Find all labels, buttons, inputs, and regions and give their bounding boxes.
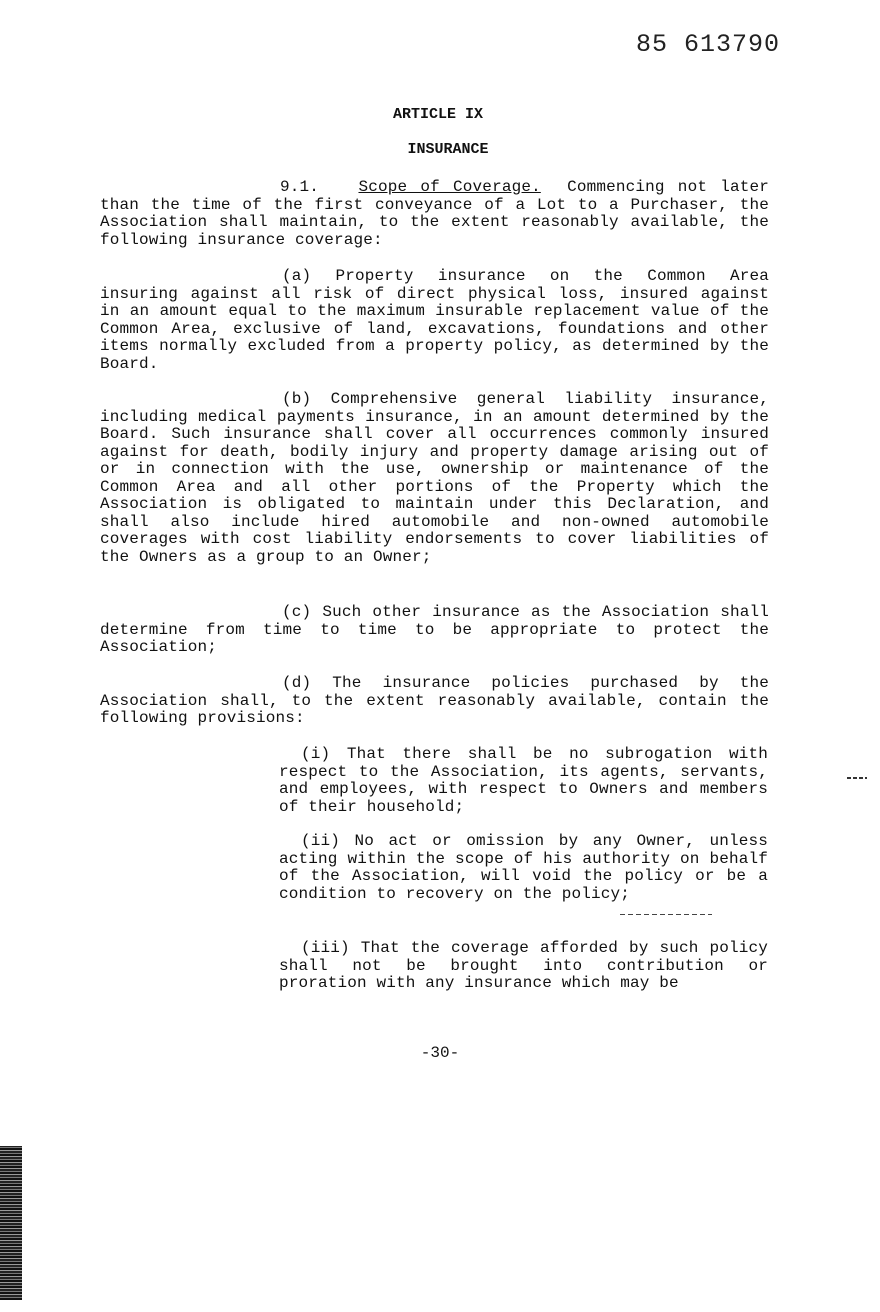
provision-ii (279, 833, 768, 903)
item-c-text: (c) Such other insurance as the Association shall determine from time to time to be appropriate to protect the Association; (100, 603, 769, 656)
item-d-text: (d) The insurance policies purchased by the Association shall, to the extent reasonably available, contain the following provisions: (100, 674, 769, 727)
provision-i-text: (i) That there shall be no subrogation with respect to the Association, its agents, servants, and employees, with respect to Owners and members of their household; (279, 745, 768, 816)
item-a (100, 268, 769, 373)
article-number: ARTICLE IX (392, 106, 483, 123)
scan-edge-artifact (0, 1146, 22, 1300)
margin-mark (847, 777, 867, 779)
section-text: Commencing not later than the time of the first conveyance of a Lot to a Purchaser, the Association shall maintain, to the extent reasonably available, the following insurance coverage: (100, 178, 769, 249)
section-heading: Scope of Coverage. (358, 178, 541, 196)
item-b (100, 391, 769, 566)
item-b-text: (b) Comprehensive general liability insurance, including medical payments insurance, in an amount determined by the Board. Such insurance shall cover all occurrences commonly insured against for death, bodily injury and property damage arising out of or in connection with the use, ownership or maintenance of the Common Area and all other portions of the Property which the Association is obligated to maintain under this Declaration, and shall also include hired automobile and non-owned automobile coverages with cost liability endorsements to cover liabilities of the Owners as a group to an Owner; (100, 390, 769, 566)
page-number: -30- (420, 1044, 460, 1062)
document-number: 85 613790 (636, 30, 781, 59)
item-d (100, 675, 769, 728)
provision-iii-text: (iii) That the coverage afforded by such policy shall not be brought into contribution or proration with any insurance which may be (279, 939, 768, 992)
provision-i (279, 746, 768, 816)
item-c (100, 604, 769, 657)
section-number: 9.1. (280, 178, 320, 196)
provision-ii-text: (ii) No act or omission by any Owner, unless acting within the scope of his authority on behalf of the Association, will void the policy or be a condition to recovery on the policy; (279, 832, 768, 903)
section-9-1 (100, 179, 769, 249)
item-a-text: (a) Property insurance on the Common Area insuring against all risk of direct physical loss, insured against in an amount equal to the maximum insurable replacement value of the Common Area, exclusive of land, excavations, foundations and other items normally excluded from a property policy, as determined by the Board. (100, 267, 769, 373)
article-title: INSURANCE (407, 141, 489, 158)
dash-mark (620, 914, 712, 915)
provision-iii (279, 940, 768, 993)
